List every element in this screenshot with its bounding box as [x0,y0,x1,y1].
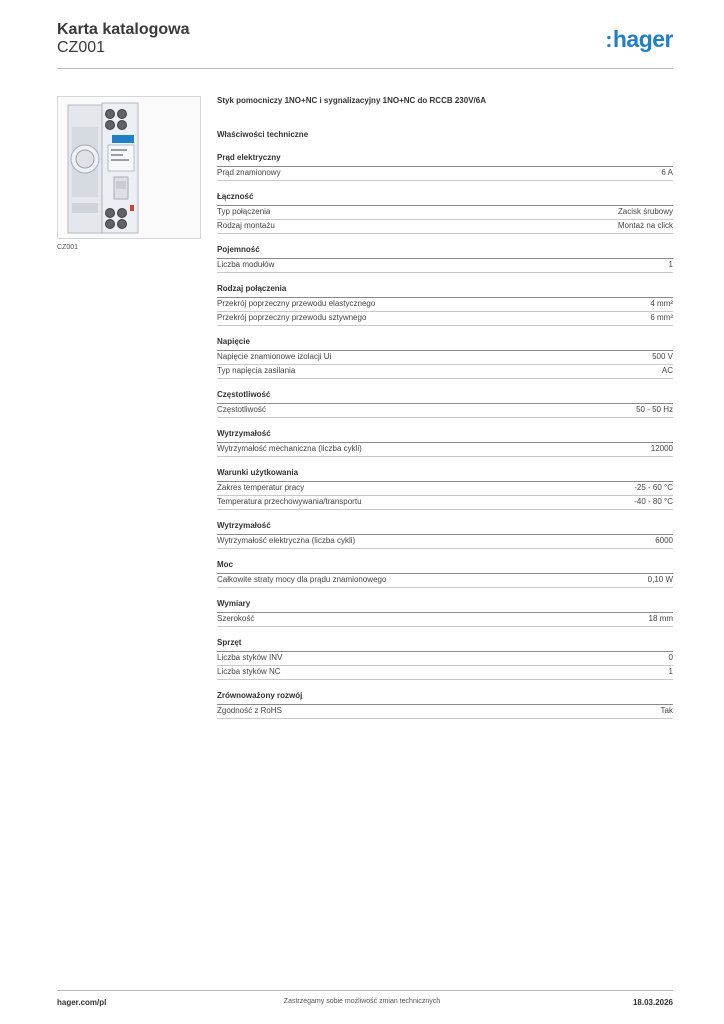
spec-label: Typ napięcia zasilania [217,366,296,375]
spec-label: Częstotliwość [217,405,266,414]
section-title: Warunki użytkowania [217,468,299,477]
section-title: Sprzęt [217,638,242,647]
product-code: CZ001 [57,39,106,56]
spec-label: Wytrzymałość elektryczna (liczba cykli) [217,536,356,545]
spec-value: Tak [660,706,673,715]
spec-value: 6000 [655,536,673,545]
section-heading [217,429,673,443]
spec-value: Zacisk śrubowy [617,207,673,216]
spec-row [217,167,673,181]
spec-value: 500 V [652,352,673,361]
spec-label: Prąd znamionowy [217,168,281,177]
spec-value: 6 A [661,168,673,177]
footer-date: 18.03.2026 [632,998,673,1007]
product-image [57,96,201,239]
spec-row [217,705,673,719]
spec-label: Liczba modułów [217,260,275,269]
spec-row [217,574,673,588]
spec-value: 4 mm² [650,299,673,308]
image-caption: CZ001 [57,244,79,251]
section-heading [217,390,673,404]
spec-row [217,535,673,549]
section-heading [217,284,673,298]
section-heading [217,468,673,482]
spec-value: 0 [668,653,673,662]
footer-website: hager.com/pl [57,998,107,1007]
section-title: Moc [217,560,233,569]
spec-label: Liczba styków INV [217,653,283,662]
section-title: Łączność [217,192,254,201]
spec-label: Wytrzymałość mechaniczna (liczba cykli) [217,444,362,453]
section-title: Częstotliwość [217,390,271,399]
spec-row [217,652,673,666]
spec-row [217,496,673,510]
section-title: Rodzaj połączenia [217,284,287,293]
spec-label: Rodzaj montażu [217,221,275,230]
product-description: Styk pomocniczy 1NO+NC i sygnalizacyjny 1NO+NC do RCCB 230V/6A [217,96,486,105]
section-heading [217,638,673,652]
footer-disclaimer: Zastrzegamy sobie możliwość zmian technicznych [283,998,441,1005]
spec-value: 6 mm² [650,313,673,322]
spec-value: -40 - 80 °C [634,497,673,506]
spec-value: 1 [668,667,673,676]
section-title: Wymiary [217,599,251,608]
section-title: Zrównoważony rozwój [217,691,303,700]
section-heading [217,192,673,206]
spec-label: Przekrój poprzeczny przewodu sztywnego [217,313,367,322]
header-divider [57,68,673,69]
spec-row [217,365,673,379]
spec-row [217,443,673,457]
spec-value: 18 mm [648,614,673,623]
spec-value: 50 - 50 Hz [636,405,673,414]
spec-value: 0,10 W [647,575,673,584]
section-heading [217,521,673,535]
spec-value: Montaż na click [617,221,673,230]
section-title: Wytrzymałość [217,429,271,438]
hager-logo: :hager [605,26,673,52]
spec-row [217,666,673,680]
spec-value: -25 - 60 °C [634,483,673,492]
spec-value: 12000 [650,444,673,453]
spec-row [217,613,673,627]
logo-text: hager [612,26,673,52]
spec-value: AC [661,366,673,375]
spec-row [217,259,673,273]
spec-label: Całkowite straty mocy dla prądu znamionowego [217,575,387,584]
spec-label: Napięcie znamionowe izolacji Ui [217,352,332,361]
spec-row [217,220,673,234]
section-heading [217,245,673,259]
spec-label: Zgodność z RoHS [217,706,282,715]
footer-divider [57,990,673,991]
technical-properties-heading: Właściwości techniczne [217,130,309,139]
spec-row [217,206,673,220]
section-heading [217,691,673,705]
section-heading [217,560,673,574]
spec-label: Zakres temperatur pracy [217,483,305,492]
spec-label: Typ połączenia [217,207,271,216]
spec-row [217,298,673,312]
spec-label: Temperatura przechowywania/transportu [217,497,362,506]
section-title: Wytrzymałość [217,521,271,530]
section-title: Pojemność [217,245,260,254]
product-photo-illustration [58,97,200,238]
section-title: Prąd elektryczny [217,153,281,162]
spec-label: Przekrój poprzeczny przewodu elastycznego [217,299,376,308]
section-heading [217,153,673,167]
spec-row [217,482,673,496]
document-title: Karta katalogowa [57,21,190,38]
spec-label: Liczba styków NC [217,667,281,676]
spec-row [217,404,673,418]
spec-label: Szerokość [217,614,255,623]
page-header [57,20,673,68]
spec-row [217,312,673,326]
spec-row [217,351,673,365]
section-heading [217,337,673,351]
spec-value: 1 [668,260,673,269]
section-heading [217,599,673,613]
section-title: Napięcie [217,337,250,346]
